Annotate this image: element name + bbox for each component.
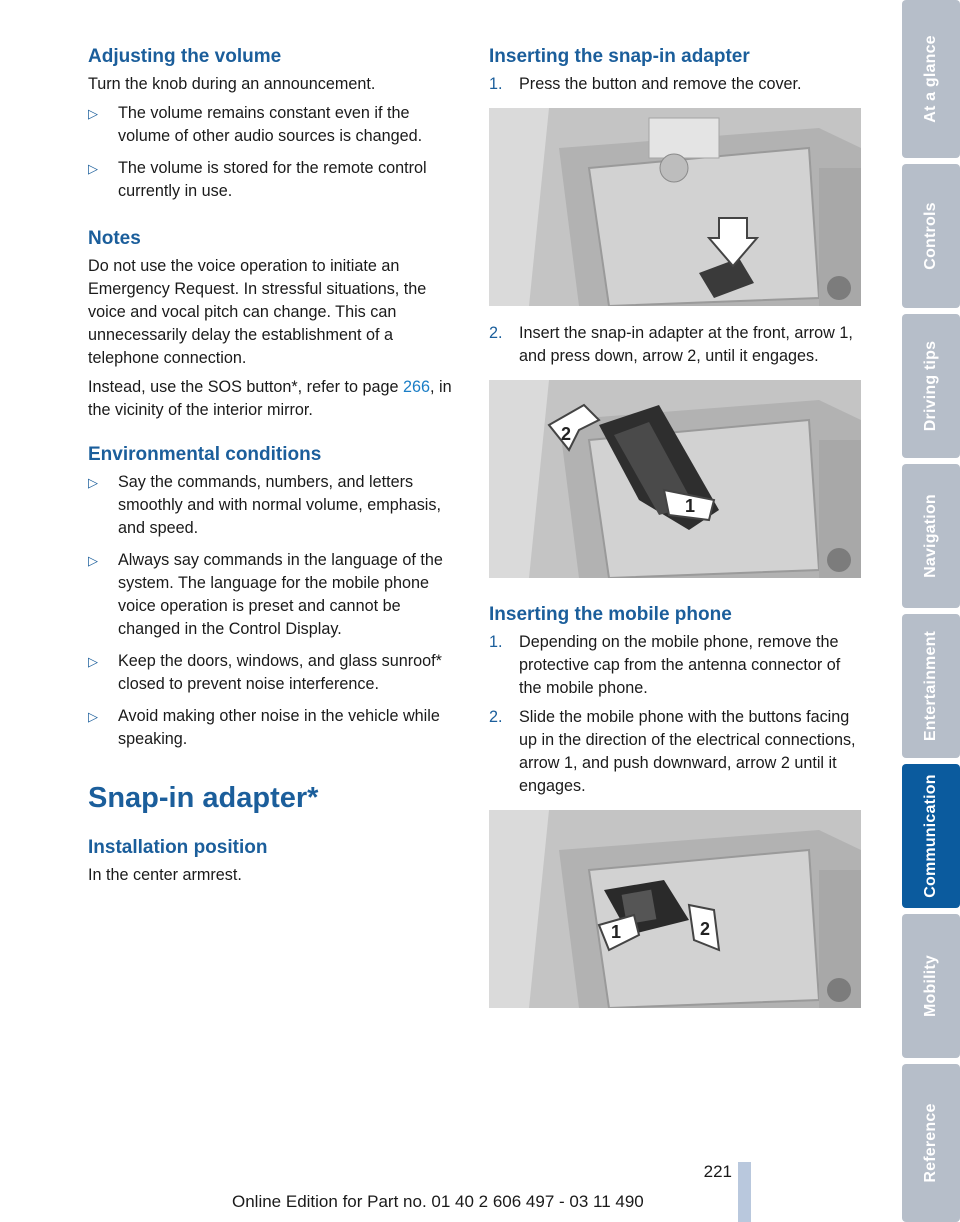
tab-driving-tips[interactable]: Driving tips bbox=[902, 314, 960, 458]
tab-controls[interactable]: Controls bbox=[902, 164, 960, 308]
list-item: ▷ Avoid making other noise in the vehicle while speaking. bbox=[88, 707, 440, 748]
instead-text: Instead, use the SOS button*, refer to page 266, in the vicinity of the interior mirror. bbox=[88, 378, 452, 419]
list-item: ▷ Always say commands in the language of the system. The language for the mobile phone voice operation is preset and cannot be changed in the Control Display. bbox=[88, 551, 443, 638]
right-column bbox=[489, 44, 863, 1024]
tab-navigation[interactable]: Navigation bbox=[902, 464, 960, 608]
adjusting-volume-heading: Adjusting the volume bbox=[88, 46, 282, 67]
installation-position-heading: Installation position bbox=[88, 837, 268, 858]
environmental-conditions-heading: Environmental conditions bbox=[88, 444, 322, 465]
list-item: ▷ Keep the doors, windows, and glass sunroof* closed to prevent noise interference. bbox=[88, 652, 442, 693]
adapter-insert-illustration bbox=[489, 380, 861, 578]
figure-arrow-1-label: 1 bbox=[685, 496, 696, 516]
list-item: 2. Insert the snap-in adapter at the front, arrow 1, and press down, arrow 2, until it engages. bbox=[489, 324, 853, 365]
left-column bbox=[88, 44, 464, 893]
adapter-steps-2 bbox=[489, 322, 863, 368]
list-item: ▷ The volume remains constant even if the volume of other audio sources is changed. bbox=[88, 104, 423, 145]
tab-at-a-glance[interactable]: At a glance bbox=[902, 0, 960, 158]
armrest-cover-figure bbox=[489, 108, 861, 306]
list-item: 1. Depending on the mobile phone, remove the protective cap from the antenna connector of the mobile phone. bbox=[489, 633, 841, 697]
notes-heading: Notes bbox=[88, 228, 141, 249]
tab-mobility[interactable]: Mobility bbox=[902, 914, 960, 1058]
page-number: 221 bbox=[703, 1162, 732, 1181]
snap-in-adapter-heading: Snap-in adapter* bbox=[88, 782, 319, 814]
list-item: 1. Press the button and remove the cover. bbox=[489, 75, 802, 93]
bullet-marker-icon: ▷ bbox=[88, 475, 98, 490]
installation-position-text: In the center armrest. bbox=[88, 866, 242, 884]
adjusting-volume-text: Turn the knob during an announcement. bbox=[88, 75, 376, 93]
figure-arrow-1-label: 1 bbox=[611, 922, 622, 942]
figure-arrow-2-label: 2 bbox=[700, 919, 711, 939]
inserting-phone-heading: Inserting the mobile phone bbox=[489, 604, 732, 625]
tab-entertainment[interactable]: Entertainment bbox=[902, 614, 960, 758]
figure-arrow-2-label: 2 bbox=[561, 424, 572, 444]
bullet-marker-icon: ▷ bbox=[88, 106, 98, 121]
armrest-cover-illustration bbox=[489, 108, 861, 306]
list-item: ▷ Say the commands, numbers, and letters smoothly and with normal volume, emphasis, and speed. bbox=[88, 473, 441, 537]
phone-insert-figure bbox=[489, 810, 861, 1008]
tab-communication[interactable]: Communication bbox=[902, 764, 960, 908]
chapter-sidebar bbox=[902, 0, 960, 1222]
tab-reference[interactable]: Reference bbox=[902, 1064, 960, 1222]
list-item: 2. Slide the mobile phone with the buttons facing up in the direction of the electrical connections, arrow 1, and push downward, arrow 2 until it engages. bbox=[489, 708, 856, 795]
bullet-marker-icon: ▷ bbox=[88, 161, 98, 176]
inserting-adapter-heading: Inserting the snap-in adapter bbox=[489, 46, 750, 67]
page-reference-link[interactable]: 266 bbox=[402, 378, 430, 396]
notes-text: Do not use the voice operation to initiate an Emergency Request. In stressful situations, the voice and vocal pitch can change. This can unnecessarily delay the establishment of a telephone connection. bbox=[88, 257, 427, 367]
list-item: ▷ The volume is stored for the remote control currently in use. bbox=[88, 159, 427, 200]
phone-steps bbox=[489, 631, 863, 798]
bullet-marker-icon: ▷ bbox=[88, 654, 98, 669]
bullet-marker-icon: ▷ bbox=[88, 553, 98, 568]
page-number-bar bbox=[738, 1162, 751, 1222]
phone-insert-illustration bbox=[489, 810, 861, 1008]
adapter-insert-figure bbox=[489, 380, 861, 578]
bullet-marker-icon: ▷ bbox=[88, 709, 98, 724]
environmental-conditions-list bbox=[88, 471, 464, 751]
adjusting-volume-list bbox=[88, 102, 464, 203]
adapter-steps-1 bbox=[489, 73, 863, 96]
footer-text: Online Edition for Part no. 01 40 2 606 497 - 03 11 490 bbox=[232, 1192, 644, 1211]
